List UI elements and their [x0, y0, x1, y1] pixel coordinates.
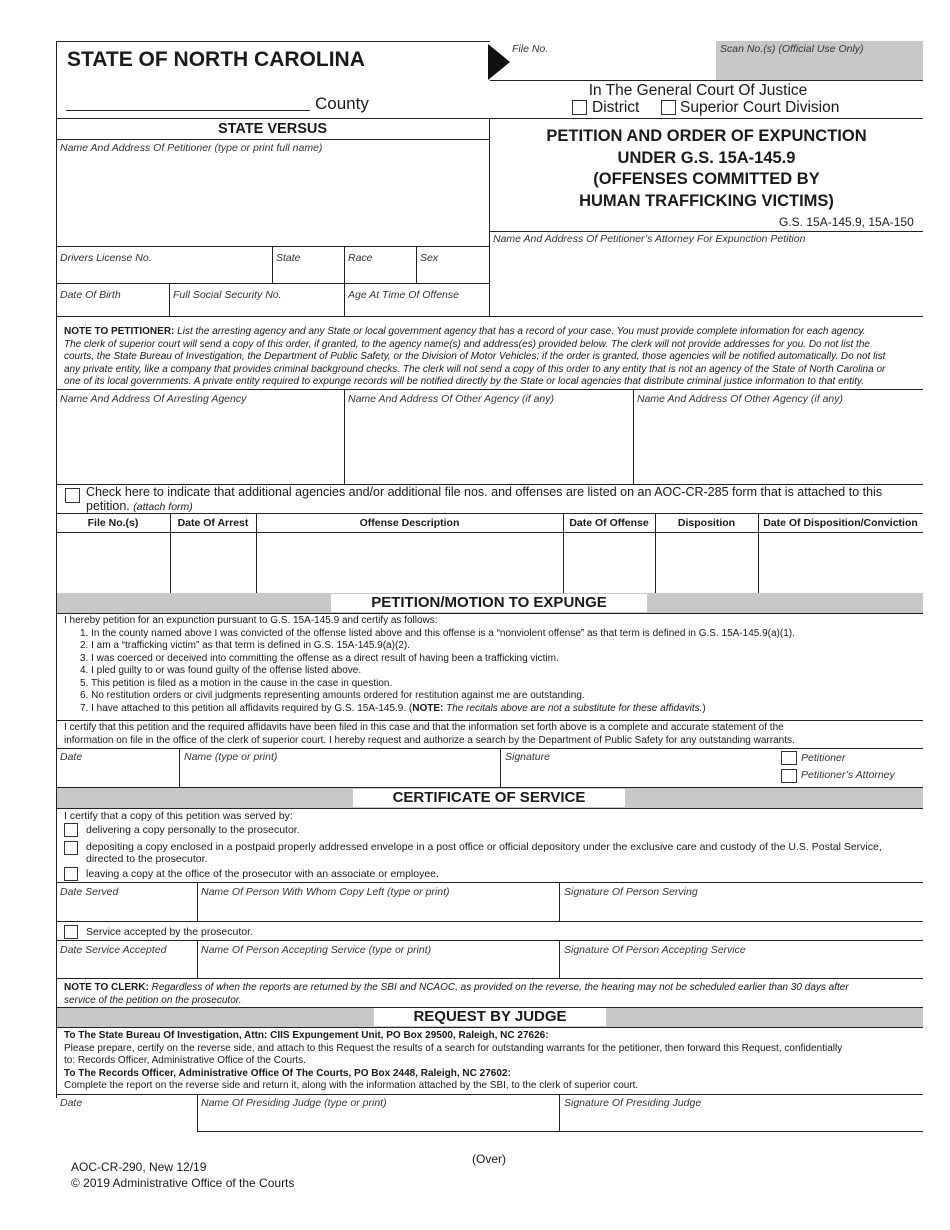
petition-title: PETITION/MOTION TO EXPUNGE: [331, 594, 647, 612]
petition-certify-statement: I certify that this petition and the required affidavits have been filed in this case and that the information set forth above is a complete and accurate statement of the information on file in the office of the clerk of superior court. I hereby request and authorize a search by the Department of Public Safety for any outstanding warrants.: [64, 722, 795, 746]
additional-agencies-text: Check here to indicate that additional agencies and/or additional file nos. and offenses are listed on an AOC-CR-285 form that is attached to this: [86, 485, 883, 499]
dl-state-label: State: [276, 252, 301, 264]
petitioner-option: Petitioner: [801, 752, 846, 764]
court-title: In The General Court Of Justice: [588, 82, 808, 99]
service-accepted-checkbox[interactable]: [64, 925, 78, 939]
superior-court-label: Superior Court Division: [680, 99, 840, 116]
judge-request-text: To The State Bureau Of Investigation, Attn: CIIS Expungement Unit, PO Box 29500, Raleigh, NC 27626: Please prepare, certify on the reverse side, and attach to this Request the results of a search for outstanding warrants for the petitioner, then forward this Request, confidentially to: Records Officer, Administrative Office of the Courts. To The Records Officer, Administrative Office Of The Courts, PO Box 2448, Raleigh, NC 27602: Complete the report on the reverse side and return it, along with the information attached by the SBI, to the clerk of superior court.: [64, 1030, 843, 1091]
col-date-of-offense: Date Of Offense: [569, 517, 649, 529]
petitioner-name-field[interactable]: [60, 156, 485, 244]
note-to-clerk: NOTE TO CLERK: Regardless of when the reports are returned by the SBI and NCAOC, as provided on the reverse, the hearing may not be scheduled earlier than 30 days after service of the petition on the prosecutor.: [64, 982, 849, 1006]
additional-agencies-checkbox[interactable]: [65, 488, 80, 503]
copyright: © 2019 Administrative Office of the Courts: [71, 1176, 295, 1190]
service-mail-label: depositing a copy enclosed in a postpaid properly addressed envelope in a post office or official depository under the exclusive care and custody of the U.S. Postal Service,: [86, 841, 882, 853]
scan-no-label: Scan No.(s) (Official Use Only): [720, 43, 864, 55]
sig-serving-label: Signature Of Person Serving: [564, 886, 698, 898]
service-mail-label-2: directed to the prosecutor.: [86, 853, 208, 865]
attorney-option: Petitioner’s Attorney: [801, 769, 895, 781]
attorney-label: Name And Address Of Petitioner’s Attorney For Expunction Petition: [493, 233, 806, 245]
ssn-label: Full Social Security No.: [173, 289, 282, 301]
district-checkbox[interactable]: [572, 100, 587, 115]
form-title: PETITION AND ORDER OF EXPUNCTION UNDER G.S. 15A-145.9 (OFFENSES COMMITTED BY HUMAN TRAFFICKING VICTIMS): [546, 127, 867, 210]
attorney-checkbox[interactable]: [781, 769, 797, 783]
service-office-checkbox[interactable]: [64, 867, 78, 881]
judge-name-label: Name Of Presiding Judge (type or print): [201, 1097, 387, 1109]
service-title: CERTIFICATE OF SERVICE: [353, 789, 625, 807]
date-accepted-label: Date Service Accepted: [60, 944, 167, 956]
age-label: Age At Time Of Offense: [348, 289, 459, 301]
state-title: STATE OF NORTH CAROLINA: [67, 48, 365, 71]
note-to-petitioner: NOTE TO PETITIONER: List the arresting agency and any State or local government agency that has a record of your case. You must provide complete information for each agency. The clerk of superior court will send a copy of this order, if granted, to the agency name(s) and address(es) provided below. The clerk will not provide addresses for you. Do not list the courts, the State Bureau of Investigation, the Department of Public Safety, or the Division of Motor Vehicles; if the order is granted, those agencies will be notified automatically. Do not list any private entity, like a company that provides criminal background checks. The clerk will not send a copy of this order to any entity that is not an agency of the State of North Carolina or one of its local governments. A private entity required to expunge records will be notified directly by the State or local agencies that distribute criminal justice information to that entity.: [64, 326, 886, 387]
county-blank[interactable]: [66, 110, 310, 111]
service-personal-label: delivering a copy personally to the prosecutor.: [86, 824, 300, 836]
judge-date-label: Date: [60, 1097, 83, 1109]
judge-title: REQUEST BY JUDGE: [374, 1008, 606, 1026]
col-disposition: Disposition: [677, 517, 736, 529]
petition-name-label: Name (type or print): [184, 751, 278, 763]
county-label: County: [315, 94, 369, 113]
col-date-of-arrest: Date Of Arrest: [177, 517, 249, 529]
service-mail-checkbox[interactable]: [64, 841, 78, 855]
copy-left-label: Name Of Person With Whom Copy Left (type or print): [201, 886, 450, 898]
other-agency-1-field[interactable]: [348, 408, 629, 482]
col-offense-description: Offense Description: [359, 517, 460, 529]
drivers-license-label: Drivers License No.: [60, 252, 152, 264]
file-no-arrow-icon: [488, 44, 510, 80]
petition-signature-label: Signature: [505, 751, 550, 763]
col-file-no: File No.(s): [87, 517, 139, 529]
offense-table-row[interactable]: [58, 534, 920, 592]
file-no-label: File No.: [512, 43, 549, 55]
state-versus: STATE VERSUS: [217, 121, 328, 137]
additional-agencies-text-2: petition. (attach form): [86, 499, 193, 513]
superior-court-checkbox[interactable]: [661, 100, 676, 115]
sex-label: Sex: [420, 252, 439, 264]
statute-ref: G.S. 15A-145.9, 15A-150: [779, 215, 914, 229]
race-label: Race: [348, 252, 373, 264]
other-agency-1-label: Name And Address Of Other Agency (if any): [348, 393, 555, 405]
sig-accepting-label: Signature Of Person Accepting Service: [564, 944, 746, 956]
over-label: (Over): [472, 1152, 506, 1166]
district-label: District: [592, 99, 640, 116]
service-office-label: leaving a copy at the office of the prosecutor with an associate or employee.: [86, 868, 439, 880]
other-agency-2-field[interactable]: [637, 408, 920, 482]
judge-sig-label: Signature Of Presiding Judge: [564, 1097, 702, 1109]
service-intro: I certify that a copy of this petition was served by:: [64, 810, 293, 822]
form-id: AOC-CR-290, New 12/19: [71, 1160, 207, 1174]
dob-label: Date Of Birth: [60, 289, 121, 301]
petition-date-label: Date: [60, 751, 83, 763]
attorney-field[interactable]: [493, 248, 919, 314]
service-accepted-label: Service accepted by the prosecutor.: [86, 926, 253, 938]
petitioner-checkbox[interactable]: [781, 751, 797, 765]
col-date-of-disposition: Date Of Disposition/Conviction: [763, 517, 918, 529]
arresting-agency-field[interactable]: [60, 408, 340, 482]
arresting-agency-label: Name And Address Of Arresting Agency: [60, 393, 247, 405]
petitioner-name-label: Name And Address Of Petitioner (type or print full name): [60, 142, 323, 154]
service-personal-checkbox[interactable]: [64, 823, 78, 837]
petition-certification: I hereby petition for an expunction pursuant to G.S. 15A-145.9 and certify as follows: 1. In the county named above I was convicted of the offense listed above and this offense is a “nonviolent offense” as that term is defined in G.S. 15A-145.9(a)(1). 2. I am a “trafficking victim” as that term is defined in G.S. 15A-145.9(a)(2). 3. I was coerced or deceived into committing the offense as a direct result of having been a trafficking victim. 4. I pled guilty to or was found guilty of the offense listed above. 5. This petition is filed as a motion in the cause in the case in question. 6. No restitution orders or civil judgments representing amounts ordered for restitution against me are outstanding. 7. I have attached to this petition all affidavits required by G.S. 15A-145.9. (NOTE: The recitals above are not a substitute for these affidavits.): [64, 615, 795, 714]
other-agency-2-label: Name And Address Of Other Agency (if any): [637, 393, 844, 405]
accepting-name-label: Name Of Person Accepting Service (type or print): [201, 944, 432, 956]
date-served-label: Date Served: [60, 886, 119, 898]
